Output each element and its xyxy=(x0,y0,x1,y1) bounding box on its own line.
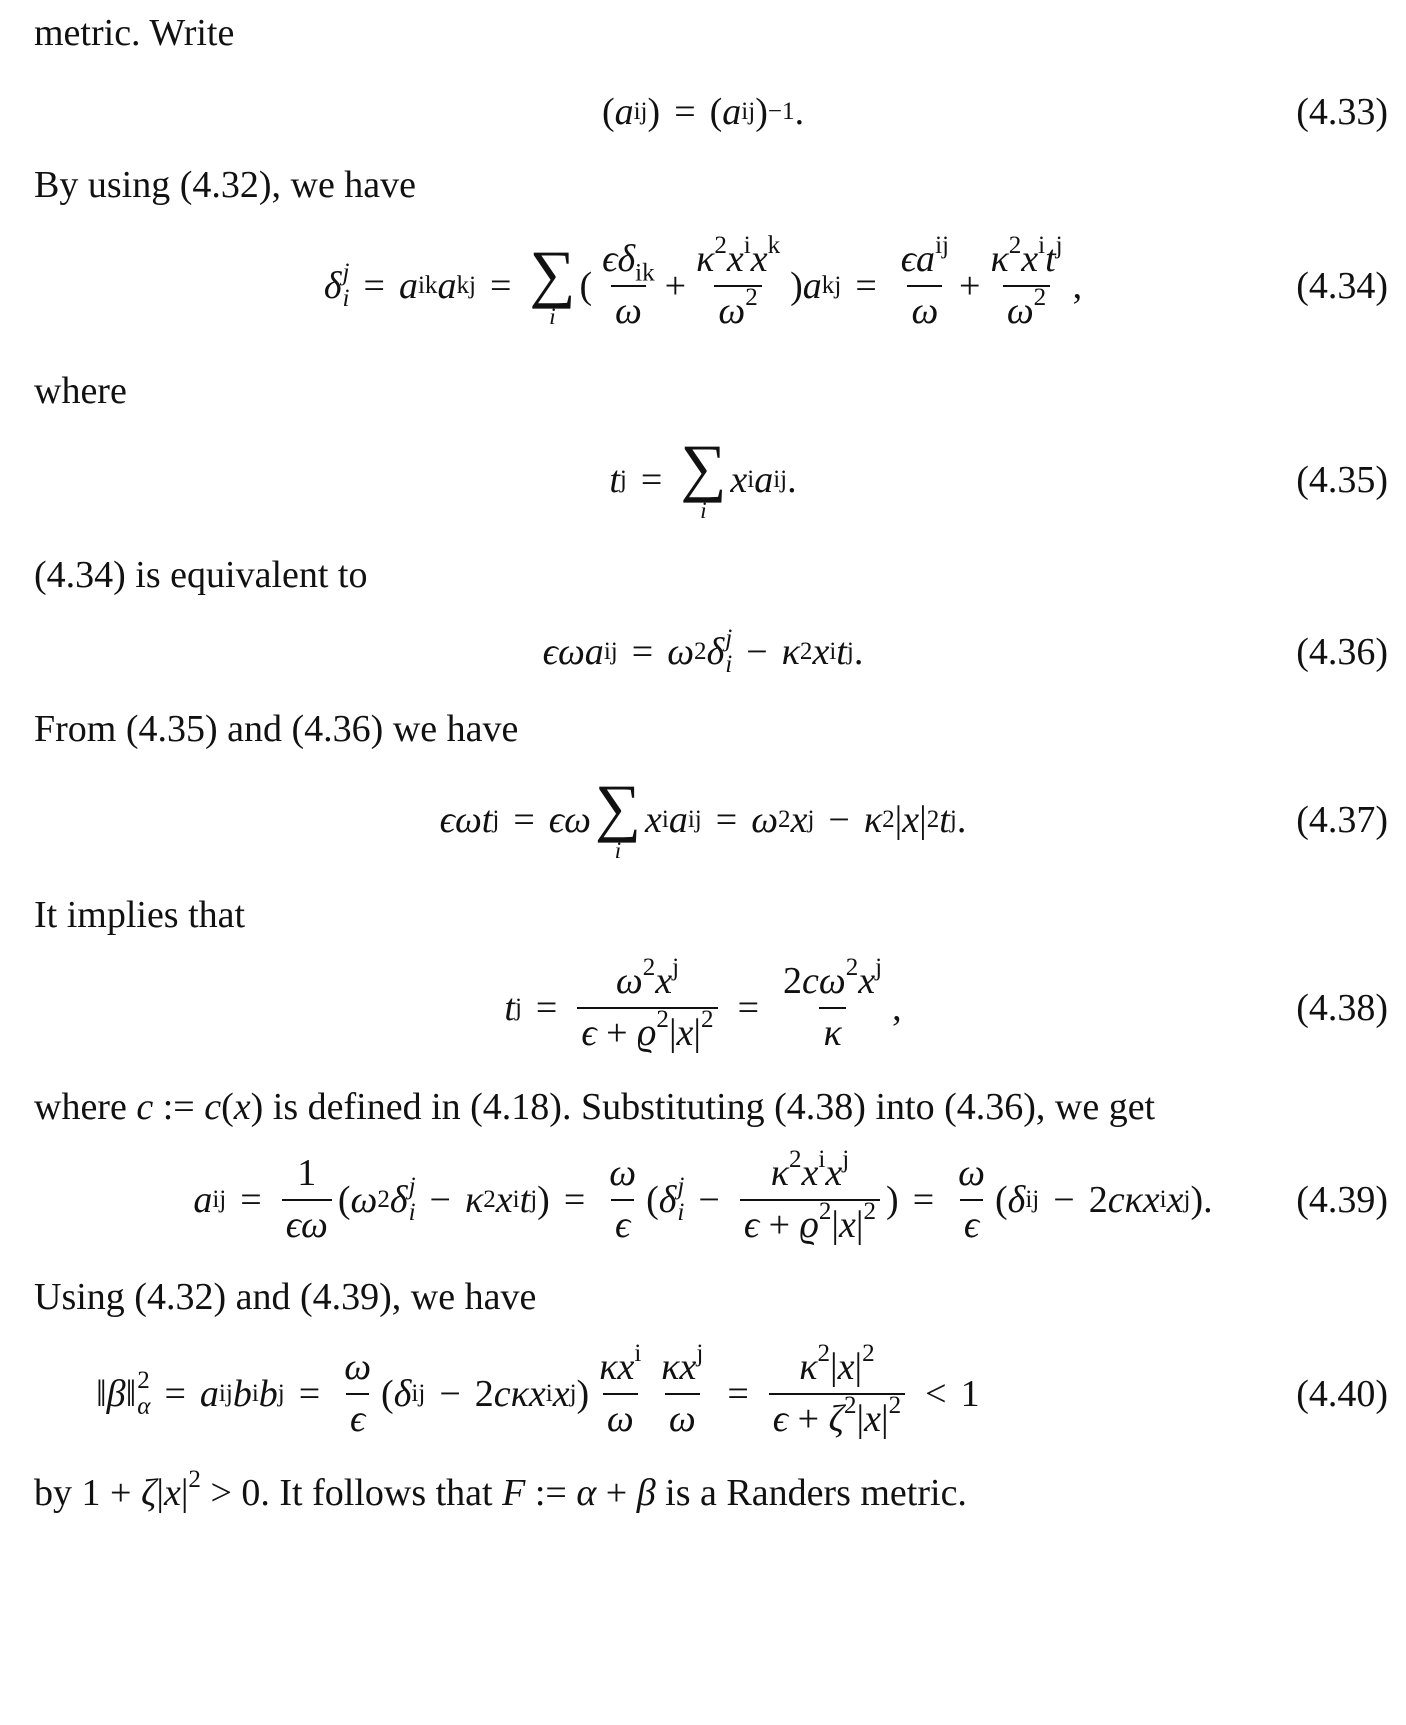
text-conclusion: by $1 + \zeta|x|^2 > 0$. It follows that F := α + β is a Randers metric. xyxy=(34,1465,967,1514)
text-equivalent: (4.34) is equivalent to xyxy=(34,554,368,596)
equation-number: (4.34) xyxy=(1296,265,1388,307)
equation-number: (4.38) xyxy=(1296,987,1388,1029)
text-using: Using (4.32) and (4.39), we have xyxy=(34,1276,537,1318)
equation-number: (4.36) xyxy=(1296,631,1388,673)
equation-4-35: t j = ∑ i x i a ij . (4.35) xyxy=(609,430,1388,524)
equation-number: (4.37) xyxy=(1296,799,1388,841)
equation-number: (4.33) xyxy=(1296,91,1388,133)
text-by-using: By using (4.32), we have xyxy=(34,164,417,206)
equation-4-37: ϵωt j = ϵω ∑ i x i a ij = ω 2 x j − κ 2 | x | 2 t j . (4.37) xyxy=(439,770,1388,864)
text-where-c: where c := c(x) is defined in (4.18). Substituting (4.38) into (4.36), we get xyxy=(34,1086,1156,1128)
equation-4-34: δ j i = a ik a kj = ∑ i ( $\frac{\epsilon\delta_{ik}}{\omega}$ + $\frac{\kappa^2x^ix^k}{\omega^2}$ ) a kj = $\frac{\epsilon a^{ij}}{\omega}$ + $\frac{\kappa^2x^it^j}{\omega^2}$ , (4.34) xyxy=(323,232,1388,332)
text-implies: It implies that xyxy=(34,894,246,936)
text-conclusion-suffix: is a Randers metric. xyxy=(655,1472,967,1514)
equation-4-38: t j = $\frac{\omega^2x^j}{\epsilon + ϱ^2|x|^2}$ = $\frac{2c\omega^2x^j}{\kappa}$ , (4.38) xyxy=(504,954,1388,1054)
equation-4-36: ϵωa ij = ω 2 δ j i − κ 2 x i t j . (4.36) xyxy=(542,624,1388,678)
equation-4-39: a ij = $\frac{1}{\epsilon\omega}$ ( ω 2 δ j i − κ 2 x i t j ) = $\frac{\omega}{\epsilon}$ ( δ j i − $\frac{\kappa^2x^ix^j}{\epsilon + ϱ^2|x|^2}$ ) = $\frac{\omega}{\epsilon}$ ( δ ij − 2 cκx i x j ). (4.39) xyxy=(193,1146,1388,1246)
text-where-c-prefix: where xyxy=(34,1086,137,1128)
equation-4-40: ‖ β ‖ 2 α = a ij b i b j = $\frac{\omega}{\epsilon}$ ( δ ij − 2 cκx i x j ) $\frac{\kappa x^i}{\omega}$ $\frac{\kappa x^j}{\omega}$ = $\frac{\kappa^2|x|^2}{\epsilon + \zeta^2|x|^2}$ < 1 (4.40) xyxy=(96,1340,1388,1440)
text-from: From (4.35) and (4.36) we have xyxy=(34,708,519,750)
text-metric-write: metric. Write xyxy=(34,12,235,54)
equation-number: (4.35) xyxy=(1296,459,1388,501)
equation-number: (4.39) xyxy=(1296,1179,1388,1221)
text-where-c-suffix: is defined in (4.18). Substituting (4.38) into (4.36), we get xyxy=(263,1086,1156,1128)
equation-4-33: ( a ij ) = ( a ij ) −1 . (4.33) xyxy=(601,91,1388,133)
equation-number: (4.40) xyxy=(1296,1373,1388,1415)
text-where: where xyxy=(34,370,127,412)
